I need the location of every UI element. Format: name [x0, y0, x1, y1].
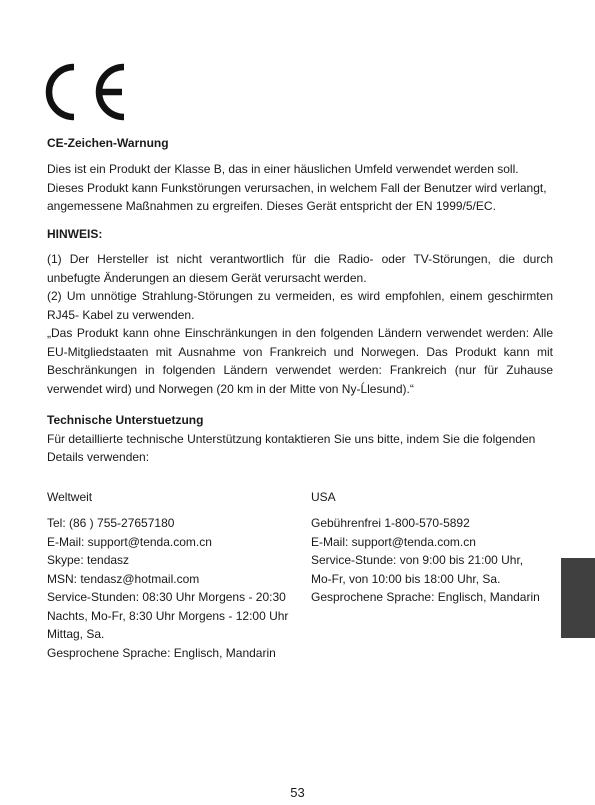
- hinweis-text: [47, 250, 553, 398]
- support-line: Für detaillierte technische Unterstützung kontaktieren Sie uns bitte, indem Sie die folgenden: [47, 431, 536, 446]
- page-number: 53: [290, 785, 305, 800]
- ce-warning-line: angemessene Maßnahmen zu ergreifen. Dieses Gerät entspricht der EN 1999/5/EC.: [47, 199, 496, 213]
- hinweis-paragraph: (2) Um unnötige Strahlung-Störungen zu vermeiden, es wird empfohlen, einem geschirmten RJ45- Kabel zu verwenden.: [47, 289, 553, 322]
- weltweit-heading: [47, 488, 92, 507]
- usa-line: E-Mail: support@tenda.com.cn: [311, 534, 476, 549]
- weltweit-line: E-Mail: support@tenda.com.cn: [47, 534, 212, 549]
- weltweit-line: Gesprochene Sprache: Englisch, Mandarin: [47, 645, 276, 660]
- weltweit-line: Skype: tendasz: [47, 553, 130, 567]
- weltweit-line: MSN: tendasz@hotmail.com: [47, 571, 200, 586]
- hinweis-title: HINWEIS:: [47, 227, 103, 241]
- weltweit-contact: [47, 514, 288, 662]
- ce-warning-section: [47, 134, 553, 153]
- support-title: Technische Unterstuetzung: [47, 413, 204, 427]
- hinweis-section: [47, 225, 553, 244]
- hinweis-paragraph: „Das Produkt kann ohne Einschränkungen in den folgenden Ländern verwendet werden: Alle EU-Mitgliedstaaten mit Ausnahme von Frankreich und Norwegen. Das Produkt kann mit Beschränkungen in folgenden Ländern verwendet werden: Frankreich (nur für Zuhause verwendet wird) und Norwegen (20 km in der Mitte von Ny-Ĺlesund).“: [47, 326, 553, 396]
- ce-mark-logo: [38, 62, 130, 122]
- ce-warning-text: [47, 160, 553, 216]
- usa-line: Service-Stunde: von 9:00 bis 21:00 Uhr,: [311, 553, 524, 567]
- support-section: [47, 411, 553, 467]
- hinweis-paragraph: (1) Der Hersteller ist nicht verantwortlich für die Radio- oder TV-Störungen, die durch unbefugte Änderungen an diesem Gerät verursacht werden.: [47, 252, 553, 285]
- weltweit-line: Mittag, Sa.: [47, 627, 105, 641]
- usa-heading-text: USA: [311, 490, 336, 504]
- weltweit-line: Nachts, Mo-Fr, 8:30 Uhr Morgens - 12:00 Uhr: [47, 608, 289, 623]
- usa-heading: [311, 488, 336, 507]
- support-line: Details verwenden:: [47, 450, 150, 464]
- usa-line: Gesprochene Sprache: Englisch, Mandarin: [311, 590, 540, 604]
- ce-warning-line: Dieses Produkt kann Funkstörungen verursachen, in welchem Fall der Benutzer wird verlangt,: [47, 180, 547, 195]
- weltweit-line: Tel: (86 ) 755-27657180: [47, 516, 175, 530]
- ce-warning-title: CE-Zeichen-Warnung: [47, 136, 169, 150]
- usa-contact: [311, 514, 540, 607]
- usa-line: Gebührenfrei 1-800-570-5892: [311, 516, 470, 530]
- ce-warning-line: Dies ist ein Produkt der Klasse B, das in einer häuslichen Umfeld verwendet werden soll.: [47, 162, 519, 176]
- weltweit-heading-text: Weltweit: [47, 490, 93, 504]
- weltweit-line: Service-Stunden: 08:30 Uhr Morgens - 20:30: [47, 590, 286, 604]
- chapter-thumb-tab: [561, 558, 595, 638]
- usa-line: Mo-Fr, von 10:00 bis 18:00 Uhr, Sa.: [311, 571, 501, 586]
